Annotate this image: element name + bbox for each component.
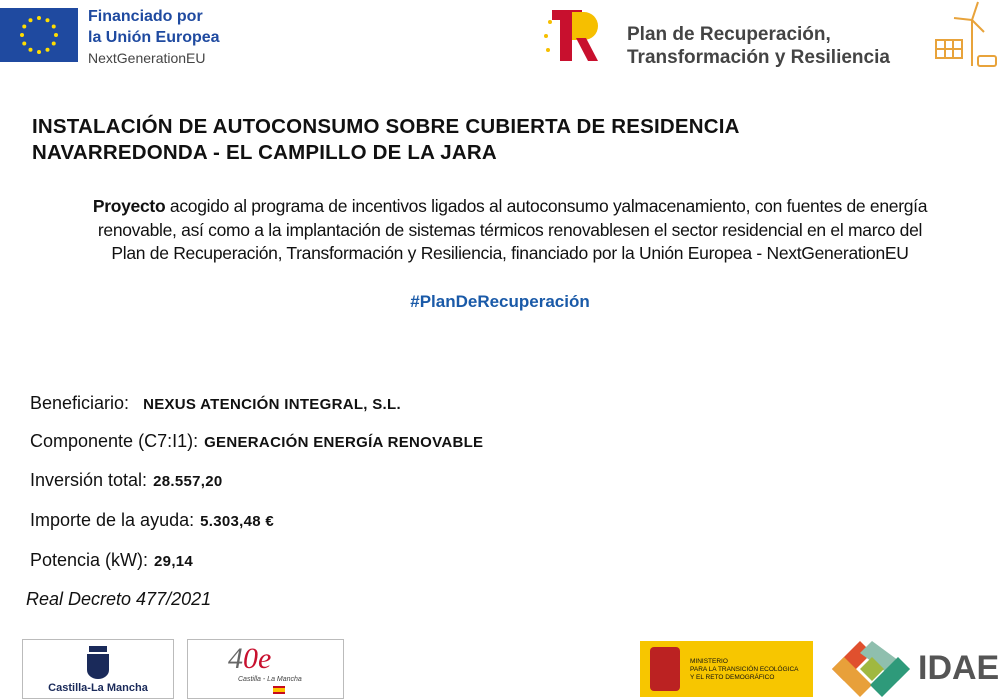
description-lead: Proyecto	[92, 196, 166, 216]
spain-flag-icon	[273, 686, 285, 694]
prtr-line1: Plan de Recuperación,	[627, 24, 831, 45]
ministry-line1: MINISTERIO	[690, 658, 728, 665]
prtr-logo	[540, 8, 610, 63]
ministry-line3: Y EL RETO DEMOGRÁFICO	[690, 674, 775, 681]
idae-logo	[830, 639, 1000, 699]
decree-text: Real Decreto 477/2021	[26, 589, 212, 609]
description-line3: Plan de Recuperación, Transformación y Resiliencia, financiado por la Unión Europea - NextGenerationEU	[111, 243, 909, 263]
field-importe	[30, 510, 274, 531]
eu-star-icon	[22, 42, 26, 46]
eu-star-icon	[29, 18, 33, 22]
prtr-line2: Transformación y Resiliencia	[627, 47, 890, 68]
eu-flag-logo	[0, 8, 78, 62]
description-line2: renovable, así como a la implantación de sistemas térmicos renovablesen el sector residencial en el marco del	[97, 219, 923, 240]
field-label: Beneficiario:	[30, 393, 130, 413]
field-potencia	[30, 550, 193, 571]
project-description	[20, 195, 1000, 266]
eu-star-icon	[29, 48, 33, 52]
field-value: GENERACIÓN ENERGÍA RENOVABLE	[204, 434, 484, 451]
field-value: 29,14	[154, 553, 194, 570]
eu-star-icon	[22, 25, 26, 29]
eu-star-icon	[46, 48, 50, 52]
field-beneficiario	[30, 393, 401, 414]
clm-40-logo: 40e Castilla - La Mancha	[187, 639, 344, 699]
clm-text: Castilla-La Mancha	[48, 682, 148, 694]
idae-text: IDAE	[918, 649, 1000, 687]
eu-star-icon	[46, 18, 50, 22]
hashtag: #PlanDeRecuperación	[410, 292, 590, 311]
eu-star-icon	[52, 25, 56, 29]
field-inversion	[30, 470, 223, 491]
eu-star-icon	[52, 42, 56, 46]
ministry-line2: PARA LA TRANSICIÓN ECOLÓGICA	[690, 666, 799, 673]
eu-funding-text	[88, 6, 220, 69]
field-label: Componente (C7:I1):	[30, 431, 199, 451]
title-line1: INSTALACIÓN DE AUTOCONSUMO SOBRE CUBIERTA DE RESIDENCIA	[32, 115, 740, 138]
field-label: Inversión total:	[30, 470, 148, 490]
eu-star-icon	[54, 33, 58, 37]
eu-line3: NextGenerationEU	[88, 50, 206, 66]
eu-star-icon	[37, 16, 41, 20]
eu-line1: Financiado por	[88, 8, 203, 25]
field-componente	[30, 431, 483, 452]
ministry-logo	[640, 641, 813, 697]
eu-line2: la Unión Europea	[88, 29, 220, 46]
description-line1: acogido al programa de incentivos ligados al autoconsumo yalmacenamiento, con fuentes de energía	[165, 196, 928, 216]
field-value: 5.303,48 €	[200, 513, 275, 530]
page-title	[32, 114, 740, 166]
eu-star-icon	[20, 33, 24, 37]
clm40-text: Castilla - La Mancha	[238, 676, 302, 683]
field-label: Potencia (kW):	[30, 550, 149, 570]
eu-star-icon	[37, 50, 41, 54]
field-value: 28.557,20	[153, 473, 223, 490]
field-value: NEXUS ATENCIÓN INTEGRAL, S.L.	[143, 396, 401, 413]
spain-coat-of-arms-icon	[650, 647, 680, 691]
field-label: Importe de la ayuda:	[30, 510, 195, 530]
title-line2: NAVARREDONDA - EL CAMPILLO DE LA JARA	[32, 141, 497, 164]
prtr-text	[627, 23, 890, 69]
wind-solar-icon	[932, 0, 1000, 68]
clm-logo	[22, 639, 174, 699]
